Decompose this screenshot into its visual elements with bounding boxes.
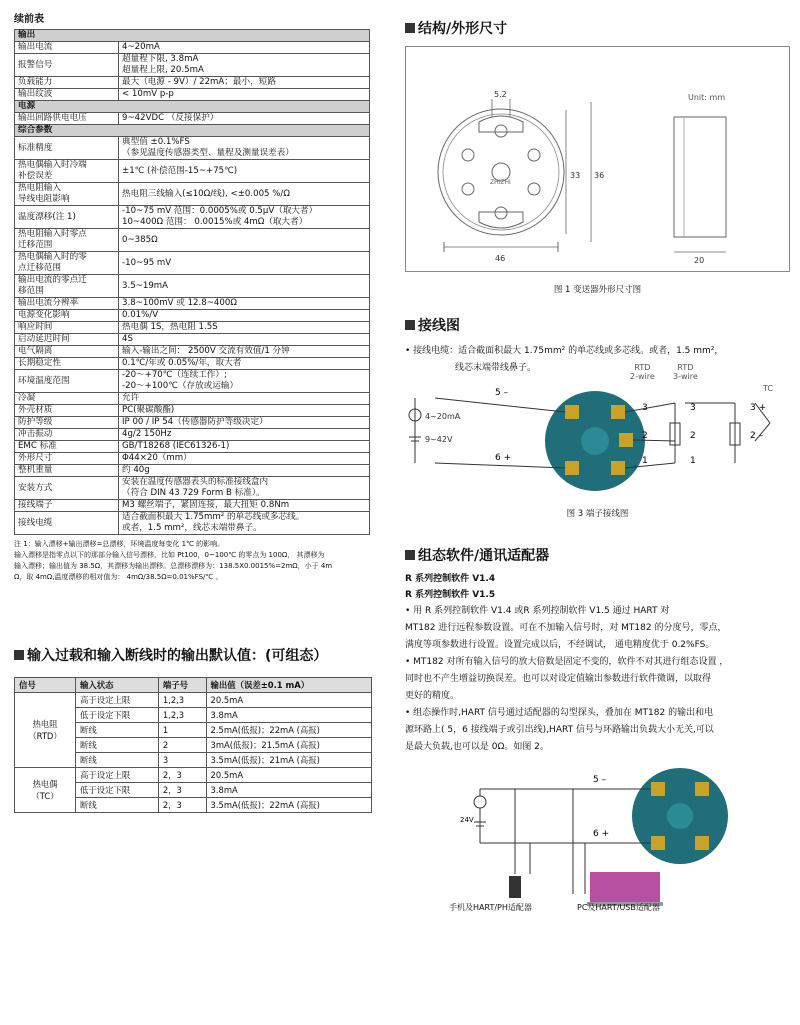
spec-key: 标准精度 (15, 137, 119, 160)
hart-diagram (405, 764, 788, 914)
default-cell: 1 (158, 723, 206, 738)
spec-key: 防护等级 (15, 417, 119, 429)
software-title: 组态软件/通讯适配器 (418, 548, 550, 564)
para-3b: 源环路上( 5，6 接线端子或引出线),HART 信号与环路输出负载大小无关,可以 (405, 725, 714, 735)
spec-row (15, 417, 370, 429)
spec-value: GB/T18268 (IEC61326-1) (119, 441, 370, 453)
terminal-6-label: 6 + (495, 453, 512, 463)
spec-table (14, 29, 370, 535)
spec-value: -10~95 mV (119, 252, 370, 275)
note-line: 注 1：输入漂移+输出漂移=总漂移，环境温度每变化 1℃ 的影响。 (14, 540, 225, 548)
spec-value: -20～+70℃（连续工作）; -20～+100℃（存放或运输） (119, 370, 370, 393)
spec-row (15, 137, 370, 160)
wiring-bullet-2: 线芯末端带线鼻子。 (455, 363, 537, 373)
spec-row (15, 54, 370, 77)
spec-value: 允许 (119, 393, 370, 405)
spec-key: 接线端子 (15, 500, 119, 512)
para-2: • MT182 对所有输入信号的放大倍数是固定不变的，软件不对其进行组态设置 ， (405, 657, 729, 667)
rtd2-terminal-2: 2 (642, 431, 648, 441)
spec-row (15, 229, 370, 252)
dimension-svg (406, 47, 789, 271)
dimension-drawing (405, 46, 790, 272)
note-line: 输入漂移是指零点以下的那部分输入信号漂移，比如 Pt100，0~100℃ 的零点为 100Ω， 其漂移为 (14, 551, 325, 559)
spec-key: 整机重量 (15, 465, 119, 477)
spec-value: 热电阻三线输入(≤10Ω/线), <±0.005 %/Ω (119, 183, 370, 206)
signal-group-label: 热电偶 （TC） (15, 768, 76, 813)
software-v15: R 系列控制软件 V1.5 (405, 590, 496, 600)
spec-key: 热电阻输入时零点 迁移范围 (15, 229, 119, 252)
default-cell: 低于设定下限 (76, 783, 159, 798)
figure-1-caption: 图 1 变送器外形尺寸图 (553, 285, 642, 295)
spec-row (15, 298, 370, 310)
spec-value: 4S (119, 334, 370, 346)
spec-row (15, 42, 370, 54)
spec-row (15, 252, 370, 275)
phone-adapter-caption: 手机及HART/PH适配器 (449, 903, 532, 912)
default-cell: 2，3 (158, 768, 206, 783)
spec-key: 外形尺寸 (15, 453, 119, 465)
note-line: Ω，取 4mΩ,温度漂移的相对值为： 4mΩ/38.5Ω=0.01%FS/℃ 。 (14, 573, 223, 581)
spec-row (15, 160, 370, 183)
spec-key: 外壳材质 (15, 405, 119, 417)
default-row (15, 768, 372, 783)
tc-terminal-3: 3 + (750, 403, 767, 413)
spec-row (15, 310, 370, 322)
default-output-table (14, 677, 372, 813)
dim-5-2: 5.2 (494, 90, 507, 99)
default-cell: 3.8mA (206, 708, 371, 723)
hart-terminal-5: 5 – (593, 775, 607, 785)
default-cell: 2.5mA(低报)；22mA (高报) (206, 723, 371, 738)
spec-row (15, 370, 370, 393)
spec-key: 安装方式 (15, 477, 119, 500)
rtd3-terminal-3: 3 (690, 403, 696, 413)
default-cell: 1,2,3 (158, 708, 206, 723)
spec-value: 典型值 ±0.1%FS （参见温度传感器类型、量程及测量误差表） (119, 137, 370, 160)
spec-row (15, 512, 370, 535)
spec-key: 冷凝 (15, 393, 119, 405)
spec-key: 报警信号 (15, 54, 119, 77)
spec-key: 输出电流的零点迁 移范围 (15, 275, 119, 298)
spec-row (15, 322, 370, 334)
tc-terminal-2: 2 – (750, 431, 764, 441)
spec-value: IP 00 / IP 54（传感器防护等级决定） (119, 417, 370, 429)
spec-row (15, 346, 370, 358)
spec-key: 电源变化影响 (15, 310, 119, 322)
default-cell: 低于设定下限 (76, 708, 159, 723)
default-cell: 20.5mA (206, 693, 371, 708)
wiring-svg (405, 383, 788, 503)
spec-section-label: 综合参数 (15, 125, 370, 137)
spec-value: 最大（电源 - 9V）/ 22mA；最小，短路 (119, 77, 370, 89)
spec-key: 热电偶输入时的零 点迁移范围 (15, 252, 119, 275)
wiring-bullet: • 接线电缆：适合截面积最大 1.75mm² 的单芯线或多芯线。或者，1.5 mm²， (405, 346, 724, 356)
spec-row (15, 89, 370, 101)
default-output-heading (14, 645, 372, 665)
default-cell: 2，3 (158, 783, 206, 798)
para-1b: MT182 进行远程参数设置。可在不加输入信号时，对 MT182 的分度号，零点， (405, 623, 727, 633)
default-cell: 3.5mA(低报)；21mA (高报) (206, 753, 371, 768)
dim-20: 20 (694, 256, 705, 265)
rtd-3wire-label: RTD 3-wire (673, 363, 698, 381)
spec-section-row (15, 30, 370, 42)
default-cell: 断线 (76, 738, 159, 753)
spec-value: 约 40g (119, 465, 370, 477)
spec-value: 4g/2 150Hz (119, 429, 370, 441)
spec-key: 响应时间 (15, 322, 119, 334)
heading-square-icon (405, 320, 415, 330)
default-row (15, 693, 372, 708)
default-cell: 高于设定上限 (76, 693, 159, 708)
para-3: • 组态操作时,HART 信号通过适配器的勾型探头，叠加在 MT182 的输出和电 (405, 708, 714, 718)
right-column (405, 18, 790, 914)
spec-value: PC(聚碳酸酯) (119, 405, 370, 417)
spec-value: 0.01%/V (119, 310, 370, 322)
spec-row (15, 206, 370, 229)
spec-key: 热电偶输入时冷端 补偿误差 (15, 160, 119, 183)
default-cell: 2 (158, 738, 206, 753)
default-cell: 断线 (76, 798, 159, 813)
hart-terminal-6: 6 + (593, 829, 610, 839)
default-cell: 1,2,3 (158, 693, 206, 708)
spec-row (15, 358, 370, 370)
para-1c: 满度等项参数进行设置。设置完成以后，不经调试， 通电精度优于 0.2%FS。 (405, 640, 715, 650)
spec-key: 输出电流 (15, 42, 119, 54)
voltage-label: 9~42V (425, 435, 453, 444)
spec-row (15, 441, 370, 453)
heading-square-icon (405, 550, 415, 560)
continued-table-title: 续前表 (14, 14, 44, 25)
wiring-title: 接线图 (418, 318, 460, 334)
spec-value: 安装在温度传感器表头的标准接线盒内 （符合 DIN 43 729 Form B 标准）。 (119, 477, 370, 500)
default-cell: 3.5mA(低报)；22mA (高报) (206, 798, 371, 813)
rtd3-terminal-1: 1 (690, 456, 696, 466)
spec-value: 热电偶 1S，热电阻 1.5S (119, 322, 370, 334)
spec-value: 超量程下限, 3.8mA 超量程上限, 20.5mA (119, 54, 370, 77)
spec-row (15, 393, 370, 405)
spec-key: 电气隔离 (15, 346, 119, 358)
default-cell: 20.5mA (206, 768, 371, 783)
default-header-cell: 端子号 (158, 678, 206, 693)
spec-key: 输出回路供电电压 (15, 113, 119, 125)
default-cell: 断线 (76, 723, 159, 738)
spec-value: ±1℃ (补偿范围-15~+75℃) (119, 160, 370, 183)
default-header-row (15, 678, 372, 693)
spec-key: EMC 标准 (15, 441, 119, 453)
current-label: 4~20mA (425, 412, 461, 421)
spec-value: 9~42VDC （反接保护） (119, 113, 370, 125)
spec-value: 4~20mA (119, 42, 370, 54)
spec-row (15, 453, 370, 465)
logo-text: ZHIZHI (490, 179, 511, 186)
spec-value: < 10mV p-p (119, 89, 370, 101)
unit-label: Unit: mm (688, 93, 726, 102)
spec-value: Φ44×20（mm） (119, 453, 370, 465)
dim-33: 33 (570, 171, 581, 180)
spec-row (15, 183, 370, 206)
note-line: 输入漂移；输出值为 38.5Ω，其漂移为输出漂移。总漂移漂移为：138.5X0.0015%=2mΩ，小于 4m (14, 562, 333, 570)
structure-heading (405, 18, 790, 38)
spec-key: 冲击振动 (15, 429, 119, 441)
heading-square-icon (405, 23, 415, 33)
pc-adapter-caption: PC及HART/USB适配器 (577, 903, 660, 912)
spec-row (15, 334, 370, 346)
default-cell: 2，3 (158, 798, 206, 813)
default-cell: 3.8mA (206, 783, 371, 798)
structure-title: 结构/外形尺寸 (418, 21, 508, 37)
spec-section-row (15, 101, 370, 113)
default-header-cell: 输入状态 (76, 678, 159, 693)
spec-key: 环境温度范围 (15, 370, 119, 393)
figure-3-caption: 图 3 端子接线图 (566, 509, 629, 519)
dim-46: 46 (495, 254, 506, 263)
hart-svg (405, 764, 788, 914)
spec-key: 长期稳定性 (15, 358, 119, 370)
spec-row (15, 77, 370, 89)
default-cell: 3mA(低报)；21.5mA (高报) (206, 738, 371, 753)
spec-value: 0.1℃/年或 0.05%/年，取大者 (119, 358, 370, 370)
spec-section-row (15, 125, 370, 137)
notes (14, 539, 372, 583)
default-header-cell: 信号 (15, 678, 76, 693)
para-2c: 更好的精度。 (405, 691, 460, 701)
rtd2-terminal-1: 1 (642, 456, 648, 466)
default-header-cell: 输出值（误差±0.1 mA） (206, 678, 371, 693)
para-1: • 用 R 系列控制软件 V1.4 或R 系列控制软件 V1.5 通过 HART 对 (405, 606, 670, 616)
spec-section-label: 电源 (15, 101, 370, 113)
spec-row (15, 477, 370, 500)
spec-row (15, 275, 370, 298)
spec-value: -10~75 mV 范围：0.0005%或 0.5μV（取大者） 10~400Ω 范围： 0.0015%或 4mΩ（取大者） (119, 206, 370, 229)
spec-row (15, 429, 370, 441)
spec-key: 接线电缆 (15, 512, 119, 535)
spec-key: 输出纹波 (15, 89, 119, 101)
signal-group-label: 热电阻 （RTD） (15, 693, 76, 768)
spec-key: 负载能力 (15, 77, 119, 89)
spec-section-label: 输出 (15, 30, 370, 42)
default-cell: 3 (158, 753, 206, 768)
spec-key: 温度漂移(注 1) (15, 206, 119, 229)
spec-value: 3.5~19mA (119, 275, 370, 298)
spec-value: 适合截面积最大 1.75mm² 的单芯线或多芯线。 或者，1.5 mm²，线芯末端带鼻子。 (119, 512, 370, 535)
default-output-title: 输入过载和输入断线时的输出默认值：(可组态） (27, 648, 328, 664)
default-cell: 断线 (76, 753, 159, 768)
voltage-24v: 24V (460, 816, 474, 824)
spec-value: 输入-输出之间： 2500V 交流有效值/1 分钟 (119, 346, 370, 358)
spec-value: 3.8~100mV 或 12.8~400Ω (119, 298, 370, 310)
spec-row (15, 113, 370, 125)
spec-row (15, 405, 370, 417)
spec-key: 热电阻输入 导线电阻影响 (15, 183, 119, 206)
software-v14: R 系列控制软件 V1.4 (405, 574, 496, 584)
rtd3-terminal-2: 2 (690, 431, 696, 441)
para-3c: 是最大负载,也可以是 0Ω。如图 2。 (405, 742, 549, 752)
terminal-5-label: 5 – (495, 388, 509, 398)
spec-value: M3 螺丝端子，紧固连接，最大扭矩 0.8Nm (119, 500, 370, 512)
heading-square-icon (14, 650, 24, 660)
spec-row (15, 500, 370, 512)
spec-key: 启动延迟时间 (15, 334, 119, 346)
spec-row (15, 465, 370, 477)
rtd-2wire-label: RTD 2-wire (630, 363, 655, 381)
spec-key: 输出电流分辨率 (15, 298, 119, 310)
left-column (14, 10, 372, 813)
para-2b: 同时也不产生增益切换误差。也可以对设定值输出参数进行软件微调，以取得 (405, 674, 712, 684)
wiring-heading (405, 315, 790, 335)
software-heading (405, 545, 790, 565)
dim-36: 36 (594, 171, 605, 180)
default-cell: 高于设定上限 (76, 768, 159, 783)
rtd2-terminal-3: 3 (642, 403, 648, 413)
spec-value: 0~385Ω (119, 229, 370, 252)
tc-label: TC (763, 384, 774, 393)
